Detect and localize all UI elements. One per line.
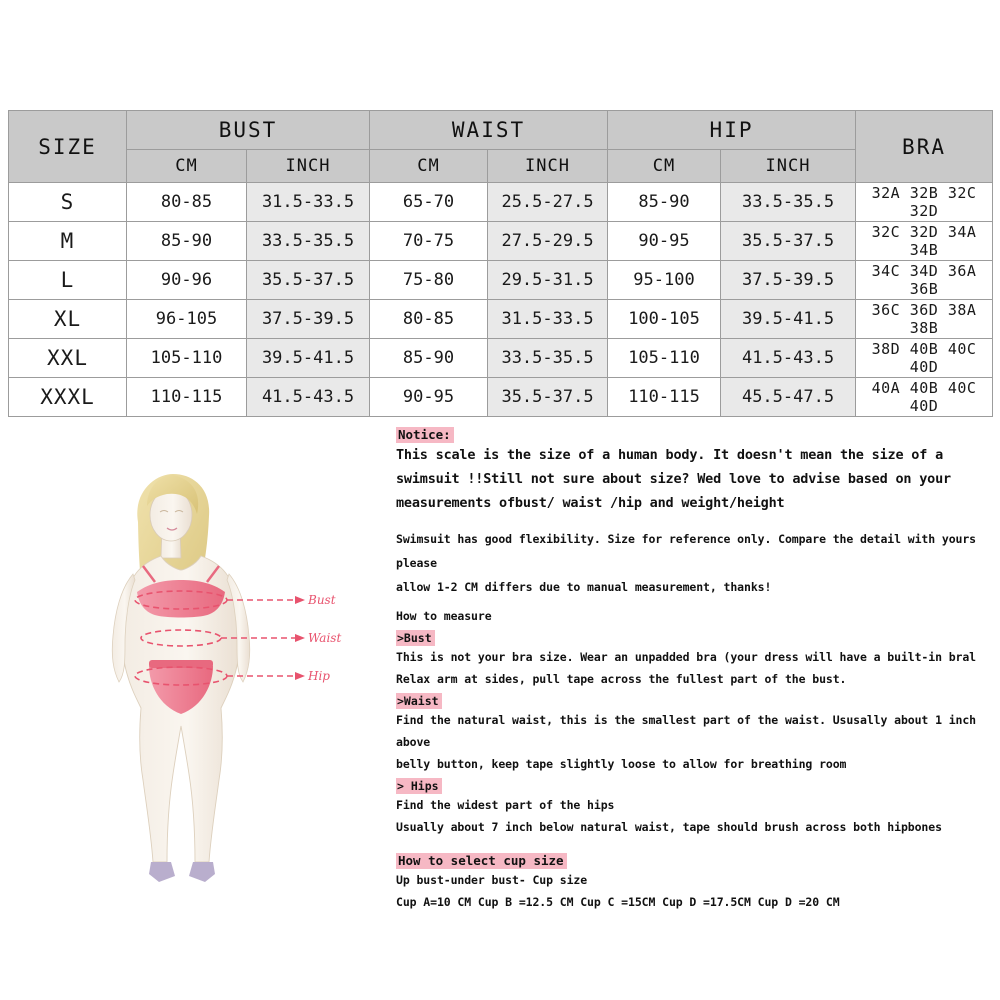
hips-text-2: Usually about 7 inch below natural waist, tape should brush across both hipbones — [396, 820, 942, 834]
table-row — [9, 339, 993, 378]
cup-text-2: Cup A=10 CM Cup B =12.5 CM Cup C =15CM Cup D =17.5CM Cup D =20 CM — [396, 895, 840, 909]
cell-bust-cm: 85-90 — [127, 222, 247, 261]
cell-size: M — [9, 222, 127, 261]
cell-bra: 40A 40B 40C 40D — [856, 378, 993, 417]
header-bra: BRA — [856, 111, 993, 183]
cell-hip-inch: 45.5-47.5 — [721, 378, 856, 417]
header-hip: HIP — [608, 111, 856, 150]
cell-waist-inch: 29.5-31.5 — [488, 261, 608, 300]
header-size: SIZE — [9, 111, 127, 183]
cup-section-heading-row — [396, 850, 976, 869]
header-bust: BUST — [127, 111, 370, 150]
cell-waist-inch: 25.5-27.5 — [488, 183, 608, 222]
spacer — [396, 515, 976, 527]
flexibility-line-1: Swimsuit has good flexibility. Size for reference only. Compare the detail with yours please — [396, 532, 977, 570]
notice-title: Notice: — [396, 427, 454, 443]
waist-arrow-icon — [295, 634, 305, 642]
cell-bust-inch: 33.5-35.5 — [247, 222, 370, 261]
cell-bra: 36C 36D 38A 38B — [856, 300, 993, 339]
header-hip-inch: INCH — [721, 150, 856, 183]
header-bust-inch: INCH — [247, 150, 370, 183]
bust-text-2: Relax arm at sides, pull tape across the fullest part of the bust. — [396, 672, 847, 686]
waist-section-heading-row — [396, 690, 976, 709]
hips-section-heading: > Hips — [396, 778, 442, 794]
table-row — [9, 378, 993, 417]
header-waist: WAIST — [370, 111, 608, 150]
bikini-top — [137, 580, 225, 618]
header-hip-cm: CM — [608, 150, 721, 183]
shoe-right — [189, 862, 215, 882]
cell-waist-cm: 75-80 — [370, 261, 488, 300]
cell-bust-cm: 80-85 — [127, 183, 247, 222]
cell-hip-inch: 35.5-37.5 — [721, 222, 856, 261]
cell-waist-inch: 27.5-29.5 — [488, 222, 608, 261]
waist-text-1: Find the natural waist, this is the smallest part of the waist. Ususally about 1 inch above — [396, 713, 977, 749]
cell-bust-inch: 37.5-39.5 — [247, 300, 370, 339]
table-row — [9, 300, 993, 339]
bust-section-heading: >Bust — [396, 630, 435, 646]
how-to-measure-heading: How to measure — [396, 609, 492, 623]
female-figure-illustration — [55, 470, 365, 900]
cell-hip-cm: 105-110 — [608, 339, 721, 378]
cell-bra: 34C 34D 36A 36B — [856, 261, 993, 300]
cell-hip-cm: 110-115 — [608, 378, 721, 417]
bust-section-heading-row — [396, 627, 976, 646]
notice-block — [396, 424, 976, 913]
cell-hip-inch: 37.5-39.5 — [721, 261, 856, 300]
cell-bust-cm: 110-115 — [127, 378, 247, 417]
cell-bust-cm: 105-110 — [127, 339, 247, 378]
cell-size: XXL — [9, 339, 127, 378]
hips-text-1: Find the widest part of the hips — [396, 798, 615, 812]
cell-waist-cm: 70-75 — [370, 222, 488, 261]
waist-section-heading: >Waist — [396, 693, 442, 709]
cell-size: S — [9, 183, 127, 222]
cell-hip-cm: 100-105 — [608, 300, 721, 339]
table-row — [9, 222, 993, 261]
cell-bust-inch: 41.5-43.5 — [247, 378, 370, 417]
cell-waist-inch: 35.5-37.5 — [488, 378, 608, 417]
cell-bra: 38D 40B 40C 40D — [856, 339, 993, 378]
spacer — [396, 838, 976, 850]
notice-headline-2: swimsuit !!Still not sure about size? Wed love to advise based on your — [396, 471, 951, 487]
waist-text-2: belly button, keep tape slightly loose to allow for breathing room — [396, 757, 847, 771]
header-waist-cm: CM — [370, 150, 488, 183]
cell-waist-inch: 31.5-33.5 — [488, 300, 608, 339]
hips-section-heading-row — [396, 775, 976, 794]
cell-waist-cm: 80-85 — [370, 300, 488, 339]
cell-waist-cm: 90-95 — [370, 378, 488, 417]
hip-label: Hip — [308, 669, 330, 683]
cell-bust-inch: 31.5-33.5 — [247, 183, 370, 222]
cell-waist-cm: 65-70 — [370, 183, 488, 222]
cell-bra: 32A 32B 32C 32D — [856, 183, 993, 222]
waist-label: Waist — [308, 631, 342, 645]
hip-arrow-icon — [295, 672, 305, 680]
size-chart-table-container — [8, 110, 992, 417]
header-waist-inch: INCH — [488, 150, 608, 183]
cell-size: XXXL — [9, 378, 127, 417]
bust-text-1: This is not your bra size. Wear an unpadded bra (your dress will have a built-in bral — [396, 650, 977, 664]
cell-bra: 32C 32D 34A 34B — [856, 222, 993, 261]
notice-headline-3: measurements ofbust/ waist /hip and weight/height — [396, 495, 785, 511]
cell-hip-inch: 33.5-35.5 — [721, 183, 856, 222]
cell-bust-inch: 35.5-37.5 — [247, 261, 370, 300]
shoe-left — [149, 862, 175, 882]
table-row — [9, 261, 993, 300]
cell-hip-cm: 95-100 — [608, 261, 721, 300]
table-row — [9, 183, 993, 222]
notice-title-row — [396, 424, 976, 443]
header-bust-cm: CM — [127, 150, 247, 183]
cell-bust-inch: 39.5-41.5 — [247, 339, 370, 378]
cell-hip-cm: 85-90 — [608, 183, 721, 222]
bust-arrow-icon — [295, 596, 305, 604]
flexibility-line-2: allow 1-2 CM differs due to manual measurement, thanks! — [396, 580, 772, 594]
cell-bust-cm: 96-105 — [127, 300, 247, 339]
body-measurement-illustration — [55, 470, 365, 900]
cell-hip-cm: 90-95 — [608, 222, 721, 261]
cell-waist-inch: 33.5-35.5 — [488, 339, 608, 378]
cell-hip-inch: 39.5-41.5 — [721, 300, 856, 339]
cell-size: L — [9, 261, 127, 300]
cup-size-heading: How to select cup size — [396, 853, 567, 869]
cell-waist-cm: 85-90 — [370, 339, 488, 378]
bust-label: Bust — [308, 593, 336, 607]
cell-hip-inch: 41.5-43.5 — [721, 339, 856, 378]
notice-headline-1: This scale is the size of a human body. It doesn't mean the size of a — [396, 447, 944, 463]
cell-bust-cm: 90-96 — [127, 261, 247, 300]
size-chart-table — [8, 110, 993, 417]
cup-text-1: Up bust-under bust- Cup size — [396, 873, 588, 887]
cell-size: XL — [9, 300, 127, 339]
